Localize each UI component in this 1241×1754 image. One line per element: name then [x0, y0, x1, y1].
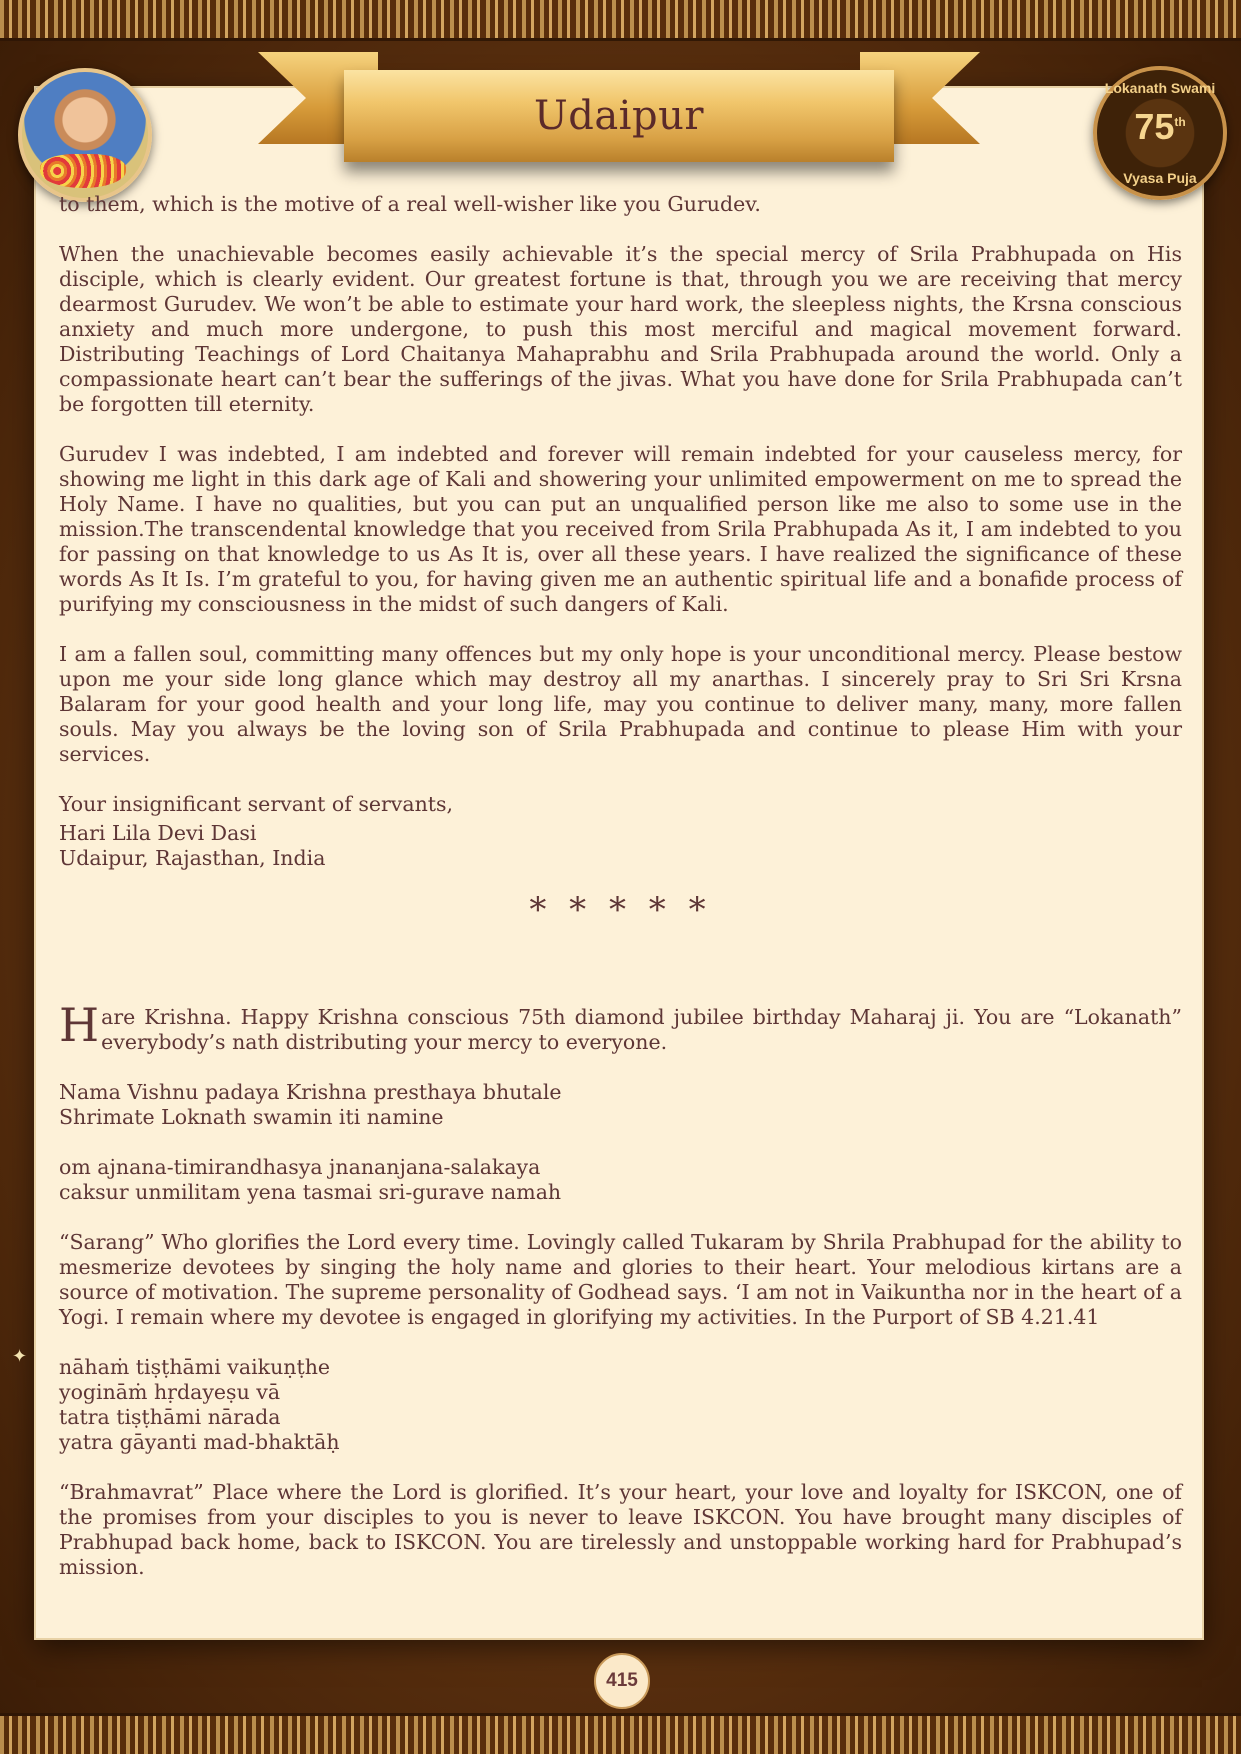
section-separator: * * * * *: [529, 890, 712, 930]
drop-cap: H: [59, 998, 100, 1052]
verse-block: [59, 1080, 1182, 1130]
letter-paragraph: “Sarang” Who glorifies the Lord every time. Lovingly called Tukaram by Shrila Prabhupad for the ability to mesmerize devotees by singing the holy name and glories to their heart. Your melodious kirtans are a source of motivation. The supreme personality of Godhead says. ‘I am not in Vaikuntha nor in the heart of a Yogi. I remain where my devotee is engaged in glorifying my activities. In the Purport of SB 4.21.41: [59, 1230, 1182, 1329]
letter-two: [59, 998, 1182, 1605]
letter-opening: Hare Krishna. Happy Krishna conscious 75th diamond jubilee birthday Maharaj ji. You are “Lokanath” everybody’s nath distributing your mercy to everyone.: [59, 998, 1182, 1054]
title-ribbon: [344, 70, 894, 162]
verse-line: om ajnana-timirandhasya jnananjana-salakaya: [59, 1155, 541, 1179]
author-photo-avatar: [18, 68, 152, 202]
decorative-border-top: [0, 0, 1241, 41]
verse-block: [59, 1155, 1182, 1205]
verse-block: [59, 1355, 1182, 1455]
sparkle-icon: ✦: [12, 1346, 28, 1367]
verse-line: caksur unmilitam yena tasmai sri-gurave namah: [59, 1180, 562, 1204]
vyasa-puja-badge: [1093, 66, 1227, 200]
flower-garland-icon: [40, 154, 126, 188]
letter-paragraph: When the unachievable becomes easily achievable it’s the special mercy of Srila Prabhupada on His disciple, which is clearly evident. Our greatest fortune is that, through you we are receiving that mercy dearmost Gurudev. We won’t be able to estimate your hard work, the sleepless nights, the Krsna conscious anxiety and much more undergone, to push this most merciful and magical movement forward. Distributing Teachings of Lord Chaitanya Mahaprabhu and Srila Prabhupada around the world. Only a compassionate heart can’t bear the sufferings of the jivas. What you have done for Srila Prabhupada can’t be forgotten till eternity.: [59, 242, 1182, 416]
page-number: 415: [594, 1653, 650, 1709]
letter-paragraph: I am a fallen soul, committing many offences but my only hope is your unconditional mercy. Please bestow upon me your side long glance which may destroy all my anarthas. I sincerely pray to Sri Sri Krsna Balaram for your good health and your long life, may you continue to deliver many, many, more fallen souls. May you always be the loving son of Srila Prabhupada and continue to please Him with your services.: [59, 642, 1182, 766]
letter-paragraph: to them, which is the motive of a real well-wisher like you Gurudev.: [59, 192, 761, 216]
letter-closing: Your insignificant servant of servants,: [59, 792, 454, 816]
decorative-border-bottom: [0, 1713, 1241, 1754]
verse-line: yogināṁ hṛdayeṣu vā: [59, 1380, 281, 1404]
verse-line: Shrimate Loknath swamin iti namine: [59, 1105, 444, 1129]
verse-line: yatra gāyanti mad-bhaktāḥ: [59, 1430, 340, 1454]
signature-place: Udaipur, Rajasthan, India: [59, 846, 326, 870]
badge-number: 75th: [1134, 106, 1186, 147]
signature-name: Hari Lila Devi Dasi: [59, 821, 257, 845]
letter-paragraph: Gurudev I was indebted, I am indebted and forever will remain indebted for your causeless mercy, for showing me light in this dark age of Kali and showering your unlimited empowerment on me to spread the Holy Name. I have no qualities, but you can put an unqualified person like me also to some use in the mission.The transcendental knowledge that you received from Srila Prabhupada As it, I am indebted to you for passing on that knowledge to us As It is, over all these years. I have realized the significance of these words As It Is. I’m grateful to you, for having given me an authentic spiritual life and a bonafide process of purifying my consciousness in the midst of such dangers of Kali.: [59, 442, 1182, 616]
badge-bottom-text: Vyasa Puja: [1123, 170, 1197, 186]
page-title: Udaipur: [534, 93, 704, 139]
letter-one: [59, 192, 1182, 871]
letter-paragraph: “Brahmavrat” Place where the Lord is glorified. It’s your heart, your love and loyalty for ISKCON, one of the promises from your disciples to you is never to leave ISKCON. You have brought many disciples of Prabhupad back home, back to ISKCON. You are tirelessly and unstoppable working hard for Prabhupad’s mission.: [59, 1480, 1182, 1579]
badge-top-text: Lokanath Swami: [1104, 80, 1216, 96]
verse-line: tatra tiṣṭhāmi nārada: [59, 1405, 281, 1429]
verse-line: nāhaṁ tiṣṭhāmi vaikuṇṭhe: [59, 1355, 331, 1379]
verse-line: Nama Vishnu padaya Krishna presthaya bhutale: [59, 1080, 562, 1104]
